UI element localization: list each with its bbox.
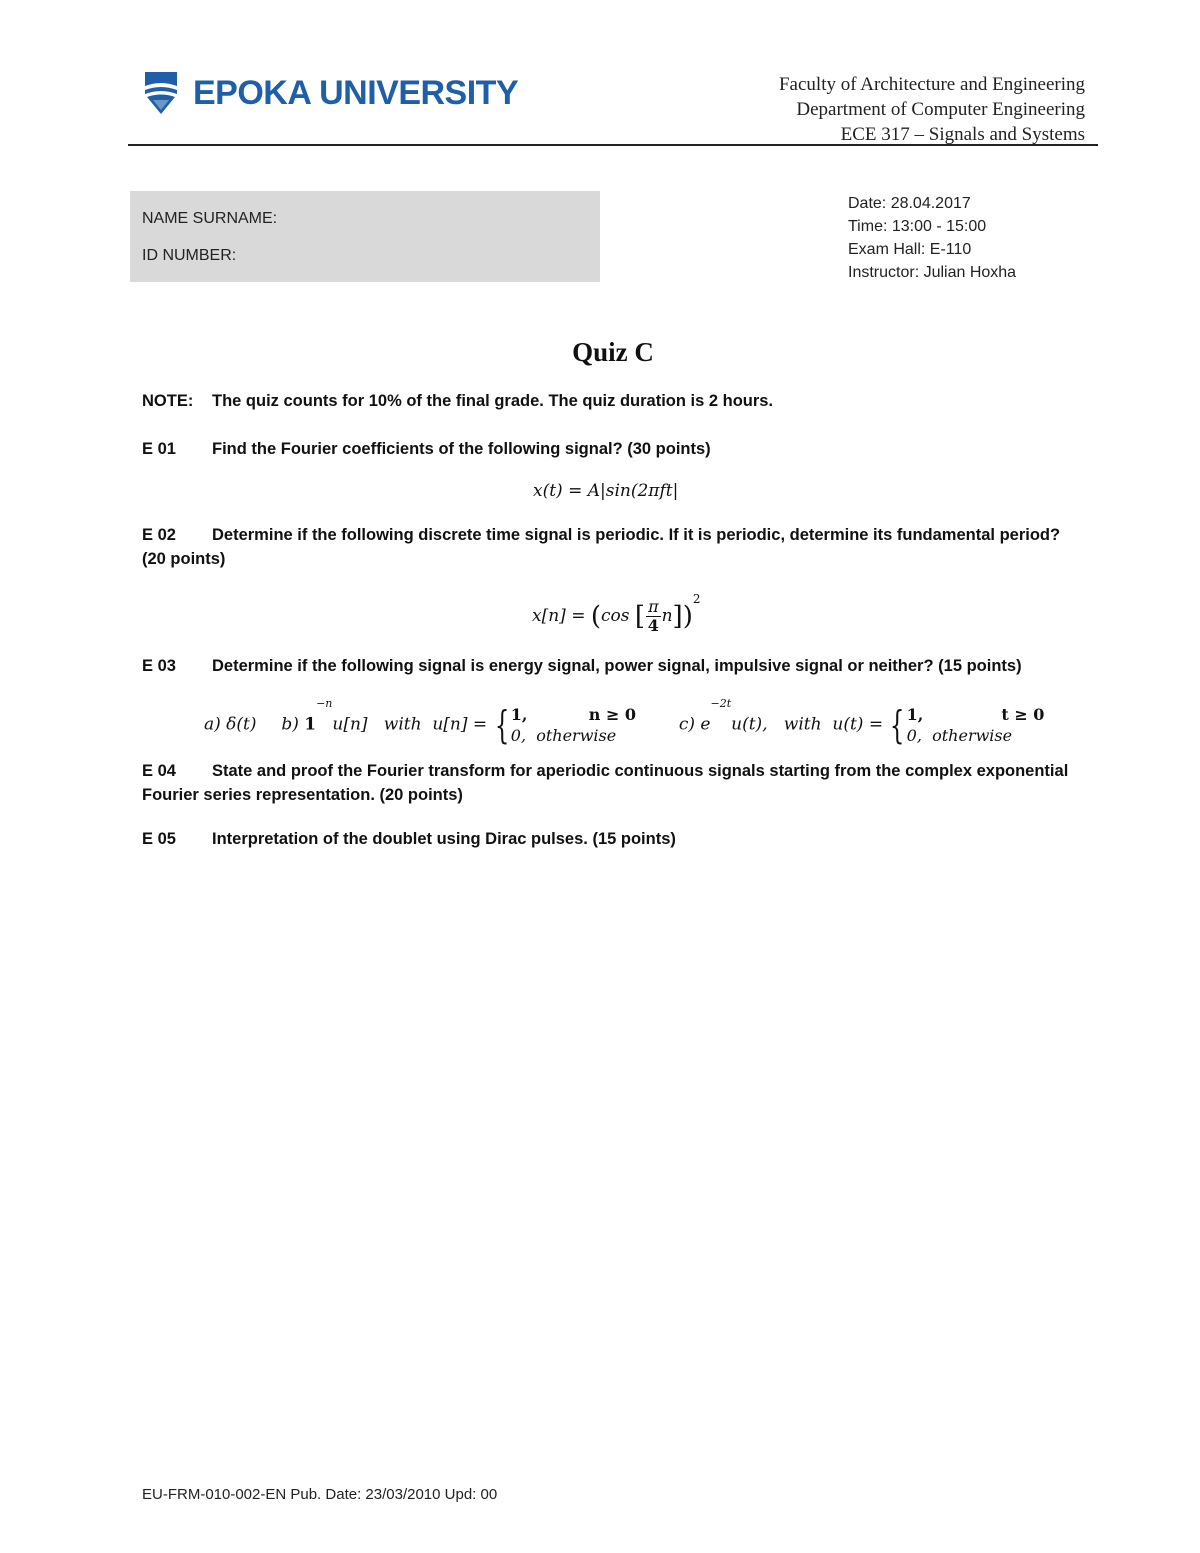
case-b-1: 1, n ≥ 0 (510, 704, 637, 724)
paren-close: ) (682, 601, 693, 632)
question-text: Find the Fourier coefficients of the following signal? (30 points) (212, 440, 711, 458)
id-number-label: ID NUMBER: (142, 247, 237, 264)
eq-lhs: x[n] = (532, 606, 591, 626)
question-e03 (142, 657, 1022, 676)
question-e02 (142, 526, 1060, 545)
fraction-denominator: 4 (647, 616, 659, 635)
brace-c: { (890, 702, 905, 747)
note-line (142, 392, 773, 411)
eq-part-b-prefix: b) (281, 714, 305, 735)
exam-time: Time: 13:00 - 15:00 (848, 218, 987, 235)
fraction-pi-over-4 (646, 598, 661, 635)
quiz-title: Quiz C (572, 337, 654, 367)
eq-cos: cos (601, 606, 630, 626)
question-label: E 01 (142, 440, 176, 458)
equation-e02 (532, 592, 700, 635)
faculty-name: Faculty of Architecture and Engineering (778, 74, 1085, 95)
eq-part-b-mid: u[n] with u[n] = (332, 714, 493, 735)
eq-part-b-exp: −n (316, 697, 333, 710)
eq-part-a: a) δ(t) (204, 714, 257, 735)
bracket-close: ] (672, 601, 683, 632)
eq-exponent: 2 (692, 592, 701, 606)
question-label: E 05 (142, 830, 176, 848)
department-name: Department of Computer Engineering (796, 99, 1085, 120)
exam-info (848, 192, 1016, 284)
course-name: ECE 317 – Signals and Systems (840, 124, 1085, 145)
eq-part-b-one: 1 (304, 714, 317, 735)
eq-part-c-mid: u(t), with u(t) = (731, 714, 889, 735)
eq-part-c-prefix: c) e (678, 714, 711, 735)
question-text: State and proof the Fourier transform for aperiodic continuous signals starting from the complex exponential (212, 762, 1069, 780)
question-e04 (142, 762, 1068, 781)
student-info-box (130, 191, 600, 282)
exam-hall: Exam Hall: E-110 (848, 241, 972, 258)
department-block (779, 72, 1085, 147)
name-surname-label: NAME SURNAME: (142, 210, 278, 227)
exam-instructor: Instructor: Julian Hoxha (848, 264, 1017, 281)
question-text: Determine if the following discrete time signal is periodic. If it is periodic, determine its fundamental period? (212, 526, 1061, 544)
question-e04-continuation: Fourier series representation. (20 points) (142, 786, 463, 804)
cases-c (907, 704, 1045, 746)
question-label: E 04 (142, 762, 176, 780)
brace-b: { (494, 702, 509, 747)
bracket-open: [ (634, 601, 646, 632)
case-c-2: 0, otherwise (906, 725, 1013, 745)
question-text: Interpretation of the doublet using Dirac pulses. (15 points) (212, 830, 676, 848)
case-b-2: 0, otherwise (510, 725, 617, 745)
equation-e01: x(t) = A|sin(2πft| (533, 481, 679, 501)
question-e02-continuation: (20 points) (142, 550, 226, 568)
eq-n: n (661, 606, 673, 626)
question-text: Determine if the following signal is energy signal, power signal, impulsive signal or neither? (15 points) (212, 657, 1022, 675)
question-e05 (142, 830, 676, 849)
note-label: NOTE: (142, 392, 194, 410)
exam-date: Date: 28.04.2017 (848, 195, 971, 212)
eq-part-c-exp: −2t (710, 697, 732, 710)
header-divider (128, 144, 1098, 146)
question-e01 (142, 440, 711, 459)
equation-e03 (204, 697, 1044, 747)
epoka-shield-icon (143, 70, 179, 116)
note-text: The quiz counts for 10% of the final grade. The quiz duration is 2 hours. (212, 392, 774, 410)
question-label: E 03 (142, 657, 176, 675)
logo-wordmark: EPOKA UNIVERSITY (193, 73, 519, 112)
fraction-numerator: π (648, 597, 659, 616)
paren-open: ( (590, 601, 602, 632)
question-label: E 02 (142, 526, 176, 544)
university-logo (143, 70, 518, 116)
case-c-1: 1, t ≥ 0 (906, 704, 1045, 724)
cases-b (511, 704, 636, 746)
form-footer: EU-FRM-010-002-EN Pub. Date: 23/03/2010 Upd: 00 (142, 1486, 498, 1503)
